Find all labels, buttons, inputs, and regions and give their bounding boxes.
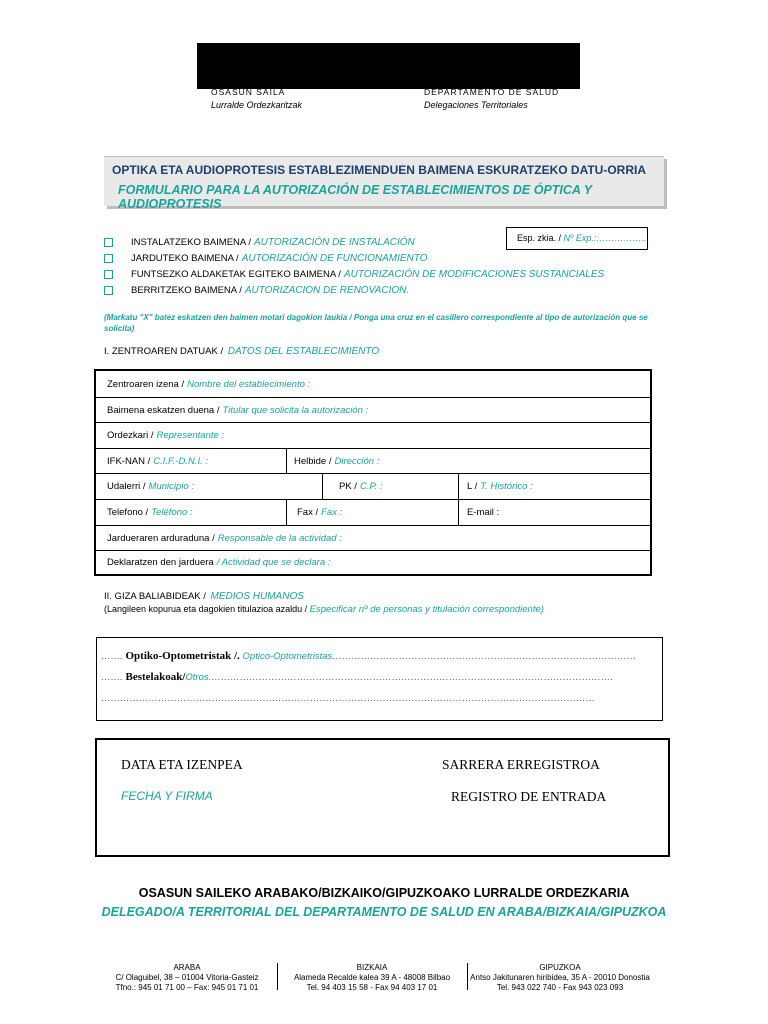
section-2-sub-es: Especificar nº de personas y titulación correspondiente) — [309, 604, 544, 615]
row-titular — [96, 397, 650, 422]
field-label-es: Fax : — [321, 507, 343, 518]
header-right-dept: DEPARTAMENTO DE SALUD — [424, 87, 560, 97]
address-contact: Tfno.: 945 01 71 00 – Fax: 945 01 71 01 — [115, 983, 259, 992]
exp-label-es: Nº Exp.:…………….. — [563, 233, 647, 243]
field-label-es: Nombre del establecimiento : — [187, 378, 311, 390]
header-left-sub: Lurralde Ordezkaritzak — [211, 100, 303, 110]
row-representative — [96, 422, 650, 448]
address-araba — [92, 963, 282, 993]
cif-field[interactable] — [96, 449, 286, 473]
representative-field[interactable] — [96, 423, 650, 448]
footer-delegate-eu: OSASUN SAILEKO ARABAKO/BIZKAIKO/GIPUZKOAKO LURRALDE ORDEZKARIA — [138, 886, 630, 900]
dots: ………………………………………………………………………………………………………………. — [211, 672, 614, 682]
section-1-eu: I. ZENTROAREN DATUAK / — [104, 346, 224, 357]
section-2-subtitle — [104, 604, 544, 615]
address-name: GIPUZKOA — [539, 963, 581, 972]
field-label: Ordezkari / — [107, 430, 154, 441]
address-field[interactable] — [286, 449, 650, 473]
dots: ……. — [101, 651, 126, 661]
email-field[interactable] — [458, 500, 650, 525]
optometrists-label-es: Optico-Optometristas — [242, 651, 333, 662]
row-name — [96, 371, 650, 397]
dots: ………………………………………………………………………………………………………………………………………… — [101, 693, 595, 703]
section-2-sub-eu: (Langileen kopurua eta dagokien titulazioa azaldu / — [104, 604, 308, 614]
option-modifications[interactable] — [104, 269, 604, 280]
checkbox-icon[interactable] — [104, 238, 113, 247]
field-label-es: Titular que solicita la autorización : — [222, 404, 369, 416]
address-line: C/ Olaguibel, 38 – 01004 Vitoria-Gasteiz — [115, 973, 259, 982]
municipality-field[interactable] — [96, 474, 322, 499]
row-activity — [96, 550, 650, 574]
field-label: Udalerri / — [107, 481, 146, 492]
field-label-es: C.I.F.-D.N.I. : — [153, 455, 208, 467]
postal-code-field[interactable] — [322, 474, 458, 499]
applicant-field[interactable] — [96, 398, 650, 422]
address-line: Alameda Recalde kalea 39 A - 48008 Bilbao — [293, 973, 451, 982]
phone-field[interactable] — [96, 500, 286, 525]
option-es: AUTORIZACIÓN DE MODIFICACIONES SUSTANCIALES — [343, 269, 605, 280]
address-gipuzkoa — [460, 963, 660, 993]
field-label: Fax / — [297, 507, 319, 518]
field-label-es: Responsable de la actividad : — [217, 532, 342, 544]
optometrists-line[interactable] — [101, 650, 657, 662]
fax-field[interactable] — [286, 500, 458, 525]
dots: ……. — [101, 672, 126, 682]
exp-label: Esp. zkia. / — [517, 233, 562, 243]
option-es: AUTORIZACION DE RENOVACION. — [244, 285, 410, 296]
field-label: Telefono / — [107, 507, 149, 518]
row-cif-address — [96, 448, 650, 473]
option-operation[interactable] — [104, 253, 427, 264]
address-contact: Tel. 943 022 740 - Fax 943 023 093 — [496, 983, 624, 992]
field-label-es: C.P. : — [359, 481, 383, 492]
signature-box — [95, 738, 670, 857]
address-name: ARABA — [173, 963, 201, 972]
field-label: E-mail : — [467, 507, 500, 518]
registry-subtitle: REGISTRO DE ENTRADA — [451, 789, 607, 804]
footer-delegate-es: DELEGADO/A TERRITORIAL DEL DEPARTAMENTO DE SALUD EN ARABA/BIZKAIA/GIPUZKOA — [101, 905, 667, 919]
form-title-box — [104, 156, 664, 211]
row-contact — [96, 499, 650, 525]
field-label: Deklaratzen den jarduera — [107, 557, 214, 568]
expedient-number-field[interactable] — [506, 227, 648, 250]
section-1-es: DATOS DEL ESTABLECIMIENTO — [227, 346, 380, 357]
form-title-es: FORMULARIO PARA LA AUTORIZACIÓN DE ESTABLECIMIENTOS DE ÓPTICA Y AUDIOPROTESIS — [118, 183, 592, 211]
address-line: Antso Jakitunaren hiribidea, 35 A - 20010 Donostia — [470, 973, 650, 982]
option-eu: INSTALATZEKO BAIMENA / — [131, 237, 252, 248]
redacted-logo-bar — [197, 43, 580, 89]
field-label: L / — [467, 481, 478, 492]
field-label: Zentroaren izena / — [107, 378, 185, 390]
section-2-title — [104, 591, 304, 602]
option-es: AUTORIZACIÓN DE FUNCIONAMIENTO — [241, 253, 428, 264]
checkbox-icon[interactable] — [104, 270, 113, 279]
option-es: AUTORIZACIÓN DE INSTALACIÓN — [254, 237, 415, 248]
checkbox-icon[interactable] — [104, 254, 113, 263]
field-label-es: / Actividad que se declara : — [216, 557, 331, 568]
address-bizkaia — [272, 963, 472, 993]
separator: /. — [231, 650, 243, 662]
others-line[interactable] — [101, 671, 657, 683]
address-name: BIZKAIA — [356, 963, 388, 972]
option-eu: JARDUTEKO BAIMENA / — [131, 253, 239, 264]
address-contact: Tel. 94 403 15 58 - Fax 94 403 17 01 — [306, 983, 438, 992]
field-label-es: Dirección : — [334, 455, 380, 467]
field-label-es: T. Histórico : — [480, 481, 533, 492]
header-left-dept: OSASUN SAILA — [211, 87, 286, 97]
responsible-field[interactable] — [96, 526, 650, 550]
others-label-es: Otros. — [185, 672, 212, 683]
activity-field[interactable] — [96, 551, 650, 574]
section-2-eu: II. GIZA BALIABIDEAK / — [104, 591, 206, 602]
dots: …………………………………………………………………………………… — [332, 651, 637, 661]
field-label-es: Municipio : — [148, 481, 194, 492]
signature-subtitle: FECHA Y FIRMA — [121, 789, 213, 803]
optometrists-label-eu: Optiko-Optometristak — [125, 650, 232, 662]
instruction-note: (Markatu "X" batez eskatzen den baimen motari dagokion laukia / Ponga una cruz en el casillero correspondiente al tipo de autorización que se solicita) — [104, 313, 648, 333]
establishment-name-field[interactable] — [96, 371, 650, 397]
historic-territory-field[interactable] — [458, 474, 650, 499]
form-title-eu: OPTIKA ETA AUDIOPROTESIS ESTABLEZIMENDUEN BAIMENA ESKURATZEKO DATU-ORRIA — [112, 163, 646, 177]
field-label: Helbide / — [294, 455, 332, 467]
section-1-title — [104, 346, 379, 357]
option-renewal[interactable] — [104, 285, 409, 296]
extra-line[interactable] — [101, 693, 657, 704]
signature-title: DATA ETA IZENPEA — [121, 757, 243, 772]
field-label: Jardueraren arduraduna / — [107, 532, 215, 544]
registry-title: SARRERA ERREGISTROA — [442, 757, 600, 772]
checkbox-icon[interactable] — [104, 286, 113, 295]
option-eu: BERRITZEKO BAIMENA / — [131, 285, 242, 296]
field-label: Baimena eskatzen duena / — [107, 404, 220, 416]
row-responsible — [96, 525, 650, 550]
option-installation[interactable] — [104, 237, 415, 248]
field-label: IFK-NAN / — [107, 455, 151, 467]
header-right-sub: Delegaciones Territoriales — [424, 100, 528, 110]
human-resources-box — [96, 637, 663, 721]
field-label: PK / — [339, 481, 357, 492]
section-2-es: MEDIOS HUMANOS — [210, 591, 304, 602]
row-municipality — [96, 473, 650, 499]
establishment-data-table — [94, 369, 652, 576]
field-label-es: Teléfono : — [151, 507, 193, 518]
option-eu: FUNTSEZKO ALDAKETAK EGITEKO BAIMENA / — [131, 269, 341, 280]
others-label-eu: Bestelakoak/ — [125, 671, 186, 683]
field-label-es: Representante : — [156, 430, 225, 441]
